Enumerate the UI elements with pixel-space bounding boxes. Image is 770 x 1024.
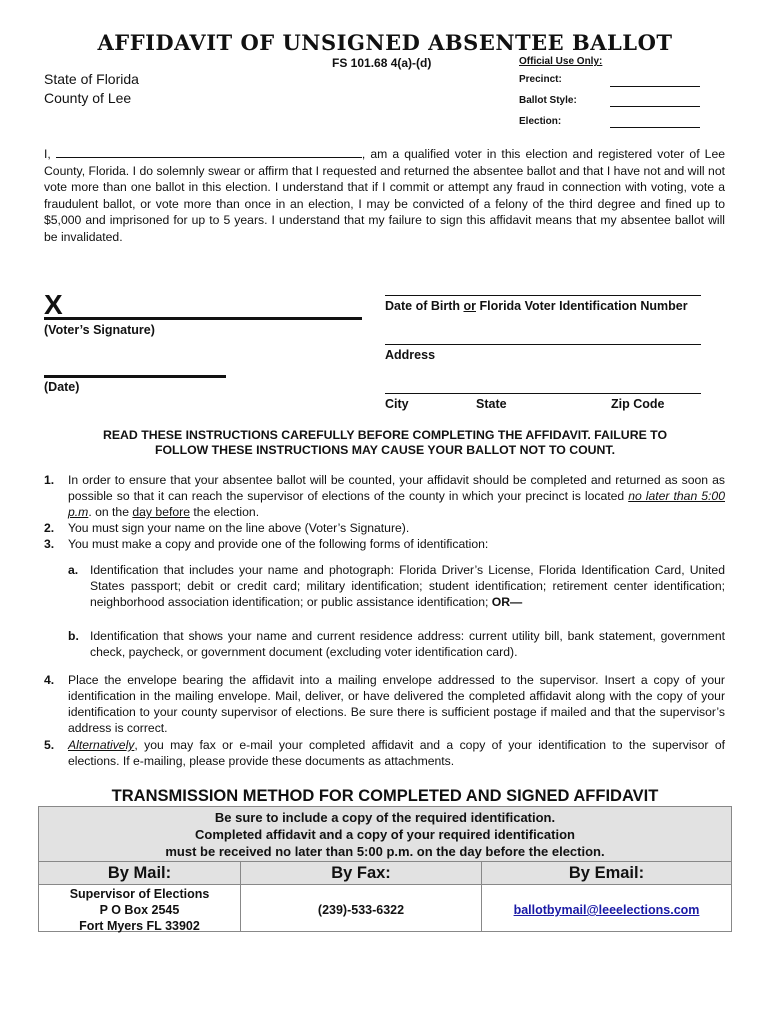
instruction-2: 2. You must sign your name on the line above (Voter’s Signature).: [44, 521, 410, 535]
state-label: State of Florida: [44, 71, 139, 87]
official-use-heading: Official Use Only:: [519, 56, 603, 67]
voter-signature-line: [44, 317, 362, 320]
city-state-zip-line: [385, 393, 701, 394]
instruction-3a: a. Identification that includes your name and photograph: Florida Driver’s License, Florida Identification Card, United States passport; debit or credit card; military identification; student identification; retirement center identification; neighborhood association identification; or public assistance identification; OR—: [68, 563, 725, 609]
transmission-note: Be sure to include a copy of the required identification. Completed affidavit and a copy of your required identification must be received no later than 5:00 p.m. on the day before the election.: [39, 807, 731, 862]
voter-signature-label: (Voter’s Signature): [44, 323, 155, 337]
fax-number: (239)-533-6322: [317, 903, 405, 917]
by-mail-heading: By Mail:: [39, 862, 240, 885]
instruction-4: 4. Place the envelope bearing the affidavit into a mailing envelope addressed to the supervisor. Insert a copy of your identification in the mailing envelope. Mail, deliver, or have delivered the completed affidavit along with the copy of your identification to your county supervisor of elections. Be sure there is sufficient postage if mailed and that the supervisor’s address is correct.: [44, 673, 725, 735]
email-link[interactable]: ballotbymail@leeelections.com: [513, 903, 700, 917]
dob-label: Date of Birth or Florida Voter Identification Number: [385, 299, 688, 313]
address-label: Address: [385, 348, 436, 362]
instructions-warning: READ THESE INSTRUCTIONS CAREFULLY BEFORE COMPLETING THE AFFIDAVIT. FAILURE TO FOLLOW THESE INSTRUCTIONS MAY CAUSE YOUR BALLOT NOT TO COUNT.: [102, 428, 668, 457]
page-title: AFFIDAVIT OF UNSIGNED ABSENTEE BALLOT: [97, 30, 673, 55]
voter-name-line: [56, 146, 362, 158]
precinct-line: [610, 86, 700, 87]
state-field-label: State: [476, 397, 507, 411]
by-email-column: [482, 862, 731, 932]
county-label: County of Lee: [44, 90, 132, 106]
instruction-3b: b. Identification that shows your name and current residence address: current utility bill, bank statement, government check, paycheck, or government document (excluding voter identification card).: [68, 629, 725, 659]
signature-x-mark: X: [44, 289, 63, 320]
by-email-heading: By Email:: [482, 862, 731, 885]
zip-label: Zip Code: [611, 397, 665, 411]
by-fax-heading: By Fax:: [241, 862, 481, 885]
city-label: City: [385, 397, 409, 411]
transmission-table: [38, 806, 732, 932]
ballot-style-label: Ballot Style:: [519, 95, 577, 106]
address-line: [385, 344, 701, 345]
statute-reference: FS 101.68 4(a)-(d): [332, 56, 432, 70]
oath-paragraph: [44, 146, 725, 246]
date-label: (Date): [44, 380, 80, 394]
dob-line: [385, 295, 701, 296]
ballot-style-line: [610, 106, 700, 107]
instruction-5: 5. Alternatively, you may fax or e-mail your completed affidavit and a copy of your identification to the supervisor of elections. If e-mailing, please provide these documents as attachments.: [44, 738, 725, 768]
oath-prefix: I,: [44, 147, 51, 161]
election-label: Election:: [519, 116, 562, 127]
transmission-title: TRANSMISSION METHOD FOR COMPLETED AND SIGNED AFFIDAVIT: [111, 787, 659, 805]
precinct-label: Precinct:: [519, 74, 562, 85]
by-mail-column: [39, 862, 240, 932]
election-line: [610, 127, 700, 128]
by-fax-column: [241, 862, 481, 932]
mail-address: Supervisor of Elections P O Box 2545 Fort Myers FL 33902: [69, 887, 210, 933]
instruction-3: 3. You must make a copy and provide one of the following forms of identification:: [44, 537, 489, 551]
instruction-1: 1. In order to ensure that your absentee ballot will be counted, your affidavit should be completed and returned as soon as possible so that it can reach the supervisor of elections of the county in which your precinct is located no later than 5:00 p.m. on the day before the election.: [44, 473, 725, 519]
date-line: [44, 375, 226, 378]
oath-text: , am a qualified voter in this election and registered voter of Lee County, Florida. I do solemnly swear or affirm that I requested and returned the absentee ballot and that I have not and will not vote more than one ballot in this election. I understand that if I commit or attempt any fraud in connection with voting, vote a fraudulent ballot, or vote more than once in an election, I may be convicted of a felony of the third degree and fined up to $5,000 and imprisoned for up to 5 years. I understand that my failure to sign this affidavit means that my absentee ballot will be invalidated.: [44, 147, 726, 244]
